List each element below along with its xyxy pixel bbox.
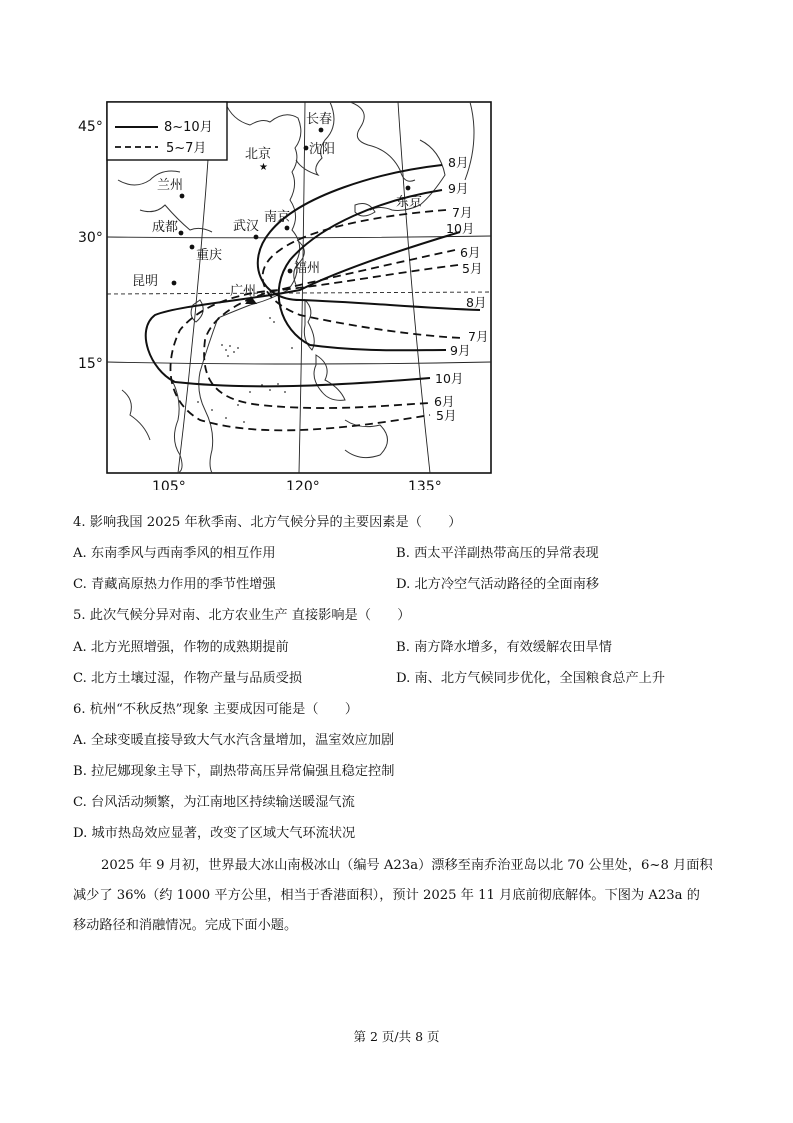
q4-option-a[interactable]: A. 东南季风与西南季风的相互作用 xyxy=(73,546,276,561)
q5-option-c[interactable]: C. 北方土壤过湿，作物产量与品质受损 xyxy=(73,671,303,686)
month-may-bottom: 5月 xyxy=(436,408,457,423)
city-kunming: 昆明 xyxy=(132,274,159,289)
q5-stem: 5. 此次气候分异对南、北方农业生产 直接影响是（ ） xyxy=(73,608,411,623)
city-fuzhou: 福州 xyxy=(294,261,321,276)
lon-label-120: 120° xyxy=(286,479,320,490)
month-sep-top: 9月 xyxy=(448,181,469,196)
lat-label-30: 30° xyxy=(78,230,103,246)
q4-option-c[interactable]: C. 青藏高原热力作用的季节性增强 xyxy=(73,577,276,592)
month-jul-top: 7月 xyxy=(452,205,473,220)
q4-option-b[interactable]: B. 西太平洋副热带高压的异常表现 xyxy=(396,546,599,561)
q6-stem: 6. 杭州“不秋反热”现象 主要成因可能是（ ） xyxy=(73,702,359,717)
q6-option-b[interactable]: B. 拉尼娜现象主导下，副热带高压异常偏强且稳定控制 xyxy=(73,764,395,779)
q6-option-d[interactable]: D. 城市热岛效应显著，改变了区域大气环流状况 xyxy=(73,826,356,841)
q4-option-d[interactable]: D. 北方冷空气活动路径的全面南移 xyxy=(396,577,600,592)
month-oct-top: 10月 xyxy=(446,221,475,236)
month-jun-top: 6月 xyxy=(460,245,481,260)
q5-option-b[interactable]: B. 南方降水增多，有效缓解农田旱情 xyxy=(396,640,612,655)
q6-option-c[interactable]: C. 台风活动频繁，为江南地区持续输送暖湿气流 xyxy=(73,795,355,810)
city-chengdu: 成都 xyxy=(152,220,179,235)
city-guangzhou: 广州 xyxy=(230,284,257,299)
iceberg-passage: 2025 年 9 月初，世界最大冰山南极冰山（编号 A23a）漂移至南乔治亚岛以北 70 公里处，6~8 月面积减少了 36%（约 1000 平方公里，相当于香港面积），预计 2025 年 11 月底前彻底解体。下图为 A23a 的移动路径和消融情况。完成下面小题。 xyxy=(73,858,713,933)
lat-label-45: 45° xyxy=(78,119,103,135)
month-oct-bottom: 10月 xyxy=(435,371,464,386)
legend-solid-label: 8~10月 xyxy=(164,120,213,135)
city-tokyo: 东京 xyxy=(396,195,423,210)
city-nanjing: 南京 xyxy=(264,210,291,225)
legend xyxy=(107,102,227,160)
lon-label-105: 105° xyxy=(152,479,186,490)
q5-option-d[interactable]: D. 南、北方气候同步优化，全国粮食总产上升 xyxy=(396,671,666,686)
subtropical-high-map xyxy=(0,0,793,490)
city-chongqing: 重庆 xyxy=(196,248,223,263)
month-aug-bottom: 8月 xyxy=(466,295,487,310)
page-footer: 第 2 页/共 8 页 xyxy=(353,1029,440,1044)
city-lanzhou: 兰州 xyxy=(157,178,184,193)
city-shenyang: 沈阳 xyxy=(309,142,336,157)
q5-option-a[interactable]: A. 北方光照增强，作物的成熟期提前 xyxy=(73,640,289,655)
month-jun-bottom: 6月 xyxy=(434,394,455,409)
month-sep-bottom: 9月 xyxy=(450,343,471,358)
q6-option-a[interactable]: A. 全球变暖直接导致大气水汽含量增加，温室效应加剧 xyxy=(73,733,395,748)
city-changchun: 长春 xyxy=(306,112,333,127)
q4-stem: 4. 影响我国 2025 年秋季南、北方气候分异的主要因素是（ ） xyxy=(73,515,462,530)
lon-label-135: 135° xyxy=(408,479,442,490)
lat-label-15: 15° xyxy=(78,356,103,372)
city-beijing: 北京 xyxy=(245,147,272,162)
legend-dashed-label: 5~7月 xyxy=(166,141,207,156)
city-wuhan: 武汉 xyxy=(233,219,260,234)
month-may-top: 5月 xyxy=(462,261,483,276)
month-aug-top: 8月 xyxy=(448,155,469,170)
beijing-star: ★ xyxy=(259,162,268,173)
month-jul-bottom: 7月 xyxy=(468,329,489,344)
